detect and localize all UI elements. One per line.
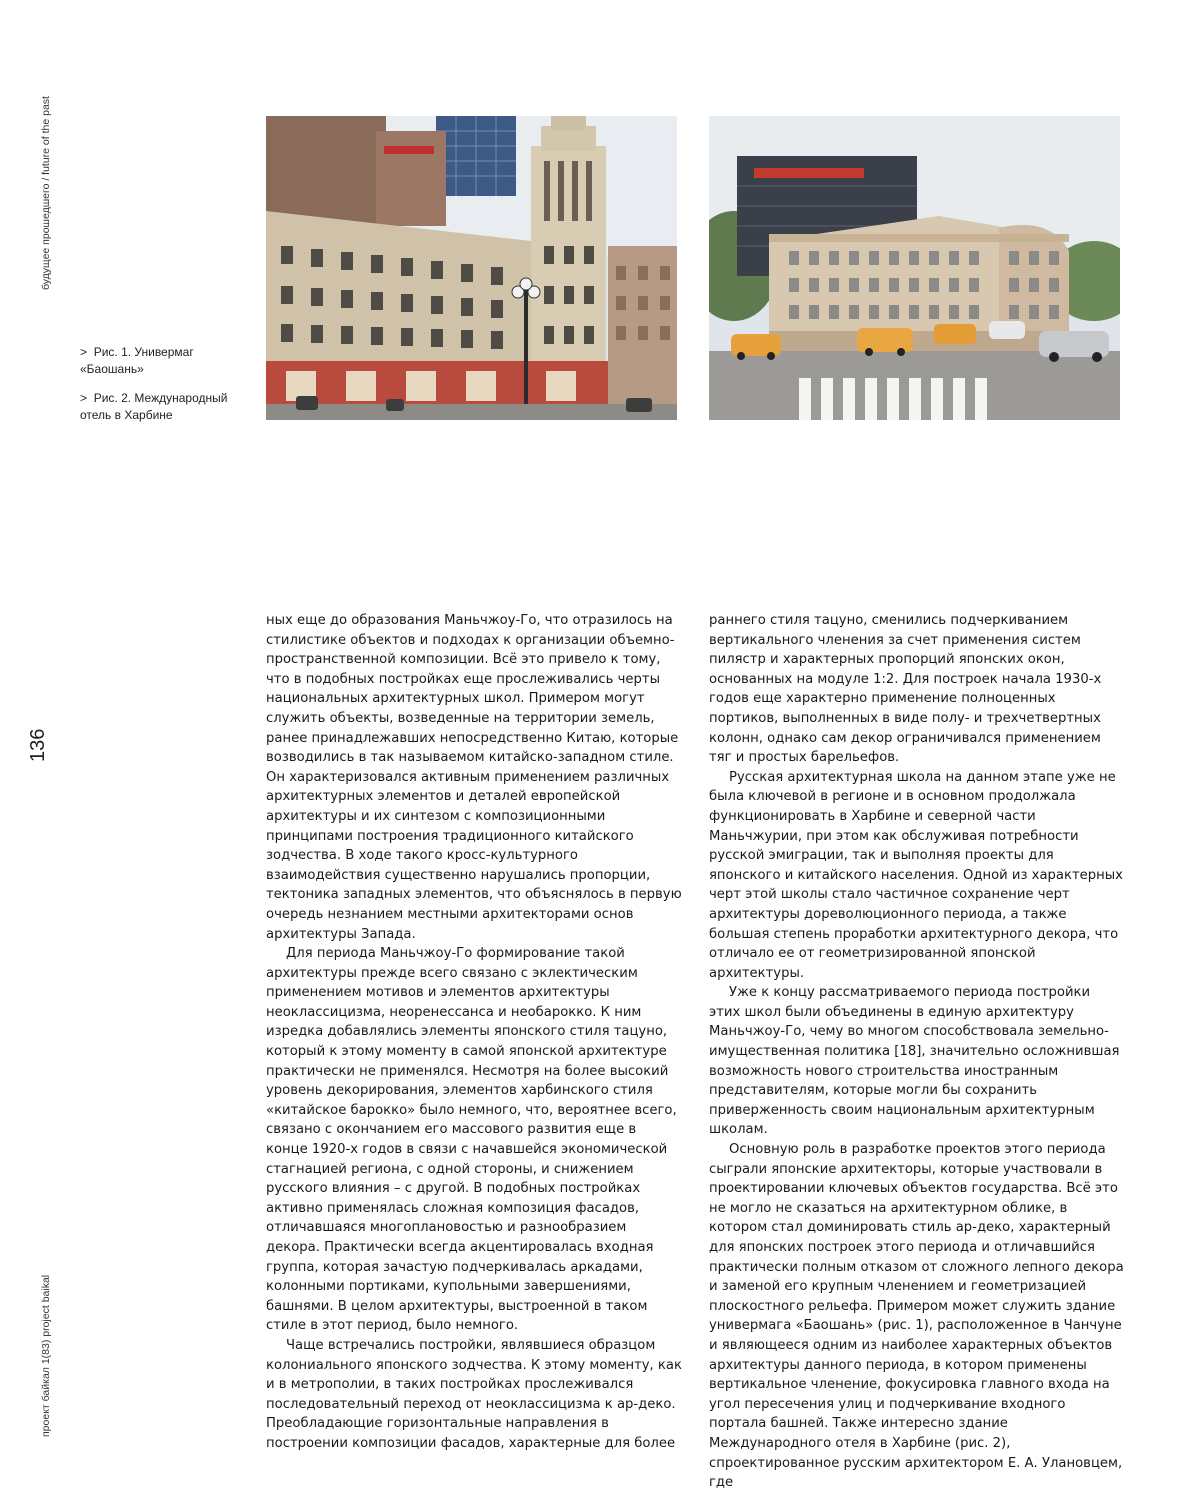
caption-fig1 [80, 344, 250, 378]
paragraph: Основную роль в разработке проектов этого периода сыграли японские архитекторы, которые участвовали в проектировании ключевых объектов государства. Всё это не могло не сказаться на архитектурном облике, в котором стал доминировать стиль ар-деко, характерный для японских построек этого периода и отличавшийся практически полным отказом от сложного лепного декора и заменой его крупным членением и геометризацией плоскостного рельефа. Примером может служить здание универмага «Баошань» (рис. 1), расположенное в Чанчуне и являющееся одним из наиболее характерных объектов архитектуры данного периода, в котором применены вертикальное членение, фокусировка главного входа на угол пересечения улиц и подчеркивание входного портала башней. Также интересно здание Международного отеля в Харбине (рис. 2), спроектированное русским архитектором Е. А. Улановцем, где [709, 1142, 1124, 1491]
running-head: будущее прошедшего / future of the past [40, 96, 52, 290]
caption-marker: > [80, 391, 88, 405]
paragraph: ных еще до образования Маньчжоу-Го, что отразилось на стилистике объектов и подходах к организации объемно-пространственной композиции. Всё это привело к тому, что в подобных постройках еще прослеживались черты национальных архитектурных школ. Примером могут служить объекты, возведенные на территории земель, ранее принадлежавших непосредственно Китаю, которые возводились в так называемом китайско-западном стиле. Он характеризовался активным применением различных архитектурных элементов и деталей европейской архитектуры и их синтезом с композиционными принципами построения традиционного китайского зодчества. В ходе такого кросс-культурного взаимодействия существенно нарушались пропорции, тектоника западных элементов, что объяснялось в первую очередь незнанием местными архитекторами основ архитектуры Запада. [266, 613, 682, 942]
hotel-photo [709, 116, 1120, 420]
paragraph: раннего стиля тацуно, сменились подчеркиванием вертикального членения за счет применения систем пилястр и характерных пропорций японских окон, основанных на модуле 1:2. Для построек начала 1930-х годов еще характерно применение полноценных портиков, выполненных в виде полу- и трехчетвертных колонн, однако сам декор ограничивался применением тяг и простых барельефов. [709, 613, 1102, 766]
figure-1-photo [266, 116, 677, 420]
page-number: 136 [27, 728, 49, 762]
department-store-photo [266, 116, 677, 420]
paragraph: Русская архитектурная школа на данном этапе уже не была ключевой в регионе и в основном продолжала функционировать в Харбине и северной части Маньчжурии, при этом как обслуживая потребности русской эмиграции, так и выполняя проекты для японского и китайского населения. Одной из характерных черт этой школы стало частичное сохранение черт архитектуры дореволюционного периода, а также большая степень проработки архитектурного декора, что отличало ее от геометризированной японской архитектуры. [709, 769, 1123, 981]
caption-text: Рис. 2. Международный отель в Харбине [80, 391, 228, 422]
text-column-1 [266, 611, 682, 1454]
journal-footer: проект байкал 1(83) project baikal [40, 1274, 52, 1437]
paragraph: Чаще встречались постройки, являвшиеся образцом колониального японского зодчества. К этому моменту, как и в метрополии, в таких постройках прослеживался последовательный переход от неоклассицизма к ар-деко. Преобладающие горизонтальные направления в построении композиции фасадов, характерные для более [266, 1337, 682, 1451]
caption-marker: > [80, 345, 88, 359]
figure-2-photo [709, 116, 1120, 420]
paragraph: Уже к концу рассматриваемого периода постройки этих школ были объединены в единую архитектуру Маньчжоу-Го, чему во многом способствовала земельно-имущественная политика [18], значительно осложнившая возможность нового строительства иностранным представителям, которые могли бы сохранить приверженность своим национальным архитектурным школам. [709, 985, 1120, 1138]
caption-fig2 [80, 390, 250, 424]
caption-text: Рис. 1. Универмаг «Баошань» [80, 345, 194, 376]
text-column-2 [709, 611, 1125, 1493]
paragraph: Для периода Маньчжоу-Го формирование такой архитектуры прежде всего связано с эклектическим применением мотивов и элементов архитектуры неоклассицизма, неоренессанса и необарокко. К ним изредка добавлялись элементы японского стиля тацуно, который к этому моменту в самой японской архитектуре практически не применялся. Несмотря на более высокий уровень декорирования, элементов харбинского стиля «китайское барокко» было немного, что, вероятнее всего, связано с окончанием его массового развития еще в конце 1920-х годов в связи с начавшейся экономической стагнацией региона, с одной стороны, и снижением русского влияния – с другой. В подобных постройках активно применялась сложная композиция фасадов, отличавшаяся многоплановостью и разнообразием декора. Практически всегда акцентировалась входная группа, которая зачастую подчеркивалась аркадами, колонными портиками, купольными завершениями, башнями. В целом архитектуры, выстроенной в таком стиле в этот период, было немного. [266, 946, 677, 1334]
figure-captions [80, 344, 250, 436]
